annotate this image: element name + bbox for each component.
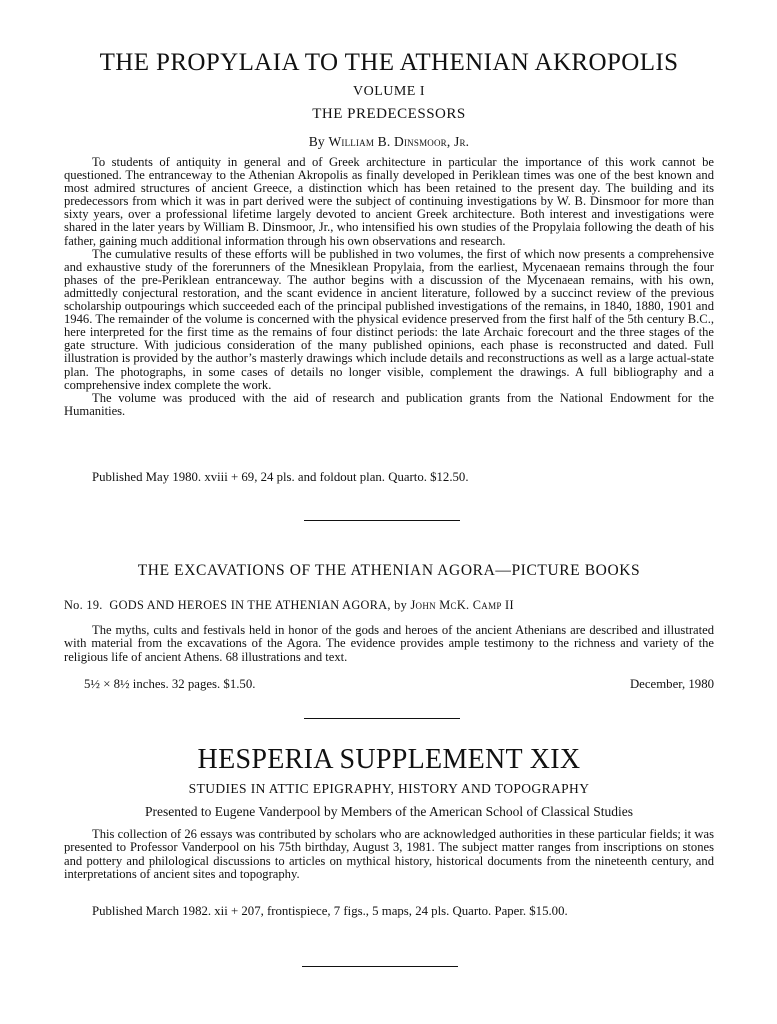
book-title: THE PROPYLAIA TO THE ATHENIAN AKROPOLIS bbox=[99, 49, 679, 76]
divider-rule bbox=[304, 718, 460, 719]
description-paragraph: To students of antiquity in general and of Greek architecture in particular the importance of this work cannot be questioned. The entranceway to the Athenian Akropolis as finally developed in Periklean times was one of the best known and most admired structures of ancient Greece, a distinction which has been retained to the present day. The building and its predecessors from which it was in part derived were the subject of continuing investigations by W. B. Dinsmoor for more than sixty years, over a professional lifetime largely devoted to ancient Greek architecture. Both interest and investigations were shared in the later years by William B. Dinsmoor, Jr., who intensified his own studies of the Propylaia following the death of his father, gaining much additional information through his own observations and research. bbox=[64, 155, 714, 248]
supplement-subtitle: STUDIES IN ATTIC EPIGRAPHY, HISTORY AND TOPOGRAPHY bbox=[188, 781, 590, 796]
divider-rule bbox=[302, 966, 458, 967]
series-date: December, 1980 bbox=[629, 677, 714, 691]
author-name: William B. Dinsmoor, Jr. bbox=[328, 134, 470, 149]
entry-book-title: GODS AND HEROES IN THE ATHENIAN AGORA, bbox=[109, 598, 391, 612]
supplement-dedication: Presented to Eugene Vanderpool by Members of the American School of Classical Studies bbox=[145, 804, 633, 819]
supplement-description bbox=[64, 828, 714, 881]
description-paragraph: This collection of 26 essays was contributed by scholars who are acknowledged authorities in these particular fields; it was presented to Professor Vanderpool on his 75th birthday, August 3, 1981. The subject matter ranges from inscriptions on stones and pottery and philological discussions to articles on mythical history, historical documents from the nineteenth century, and interpretations of ancient sites and topography. bbox=[64, 827, 714, 881]
book-description bbox=[64, 156, 714, 418]
series-details: 5½ × 8½ inches. 32 pages. $1.50. bbox=[84, 677, 256, 691]
publication-details: Published May 1980. xviii + 69, 24 pls. and foldout plan. Quarto. $12.50. bbox=[92, 470, 469, 484]
author-prefix: By bbox=[308, 134, 329, 149]
author-line bbox=[64, 134, 714, 150]
divider-rule bbox=[304, 520, 460, 521]
series-heading: THE EXCAVATIONS OF THE ATHENIAN AGORA—PICTURE BOOKS bbox=[137, 562, 641, 579]
entry-by: by bbox=[394, 598, 408, 612]
entry-author: John McK. Camp II bbox=[410, 598, 514, 612]
entry-number: No. 19. bbox=[64, 598, 103, 612]
description-paragraph: The volume was produced with the aid of research and publication grants from the National Endowment for the Humanities. bbox=[64, 390, 714, 418]
description-paragraph: The cumulative results of these efforts will be published in two volumes, the first of which now presents a comprehensive and exhaustive study of the forerunners of the Mnesiklean Propylaia, from the earliest, Mycenaean remains through the four phases of the pre-Periklean entranceway. The author begins with a discussion of the Mycenaean remains, with his own, admittedly conjectural restoration, and the scant evidence in ancient literature, followed by a succinct review of the previous scholarship outpourings which succeeded each of the principal published investigations of the remains, in 1840, 1880, 1901 and 1946. The remainder of the volume is concerned with the physical evidence preserved from the first half of the 5th century B.C., here interpreted for the first time as the remains of four distinct periods: the late Archaic forecourt and the three stages of the gate structure. With judicious consideration of the many published opinions, each phase is reconstructed and dated. Full illustration is provided by the author’s masterly drawings which include details and reconstructions as well as a large actual-state plan. The photographs, in some cases of details no longer visible, complement the drawings. A full bibliography and a comprehensive index complete the work. bbox=[64, 246, 714, 392]
book-subtitle: THE PREDECESSORS bbox=[312, 106, 466, 122]
description-paragraph: The myths, cults and festivals held in honor of the gods and heroes of the ancient Athenians are described and illustrated with material from the excavations of the Agora. The evidence provides ample testimony to the richness and variety of the religious life of ancient Athens. 68 illustrations and text. bbox=[64, 623, 714, 664]
volume-label: VOLUME I bbox=[352, 84, 426, 99]
supplement-publication-details: Published March 1982. xii + 207, frontispiece, 7 figs., 5 maps, 24 pls. Quarto. Paper. $15.00. bbox=[92, 904, 568, 918]
series-entry-title bbox=[64, 598, 714, 613]
series-description bbox=[64, 624, 714, 664]
supplement-title: HESPERIA SUPPLEMENT XIX bbox=[197, 744, 581, 775]
